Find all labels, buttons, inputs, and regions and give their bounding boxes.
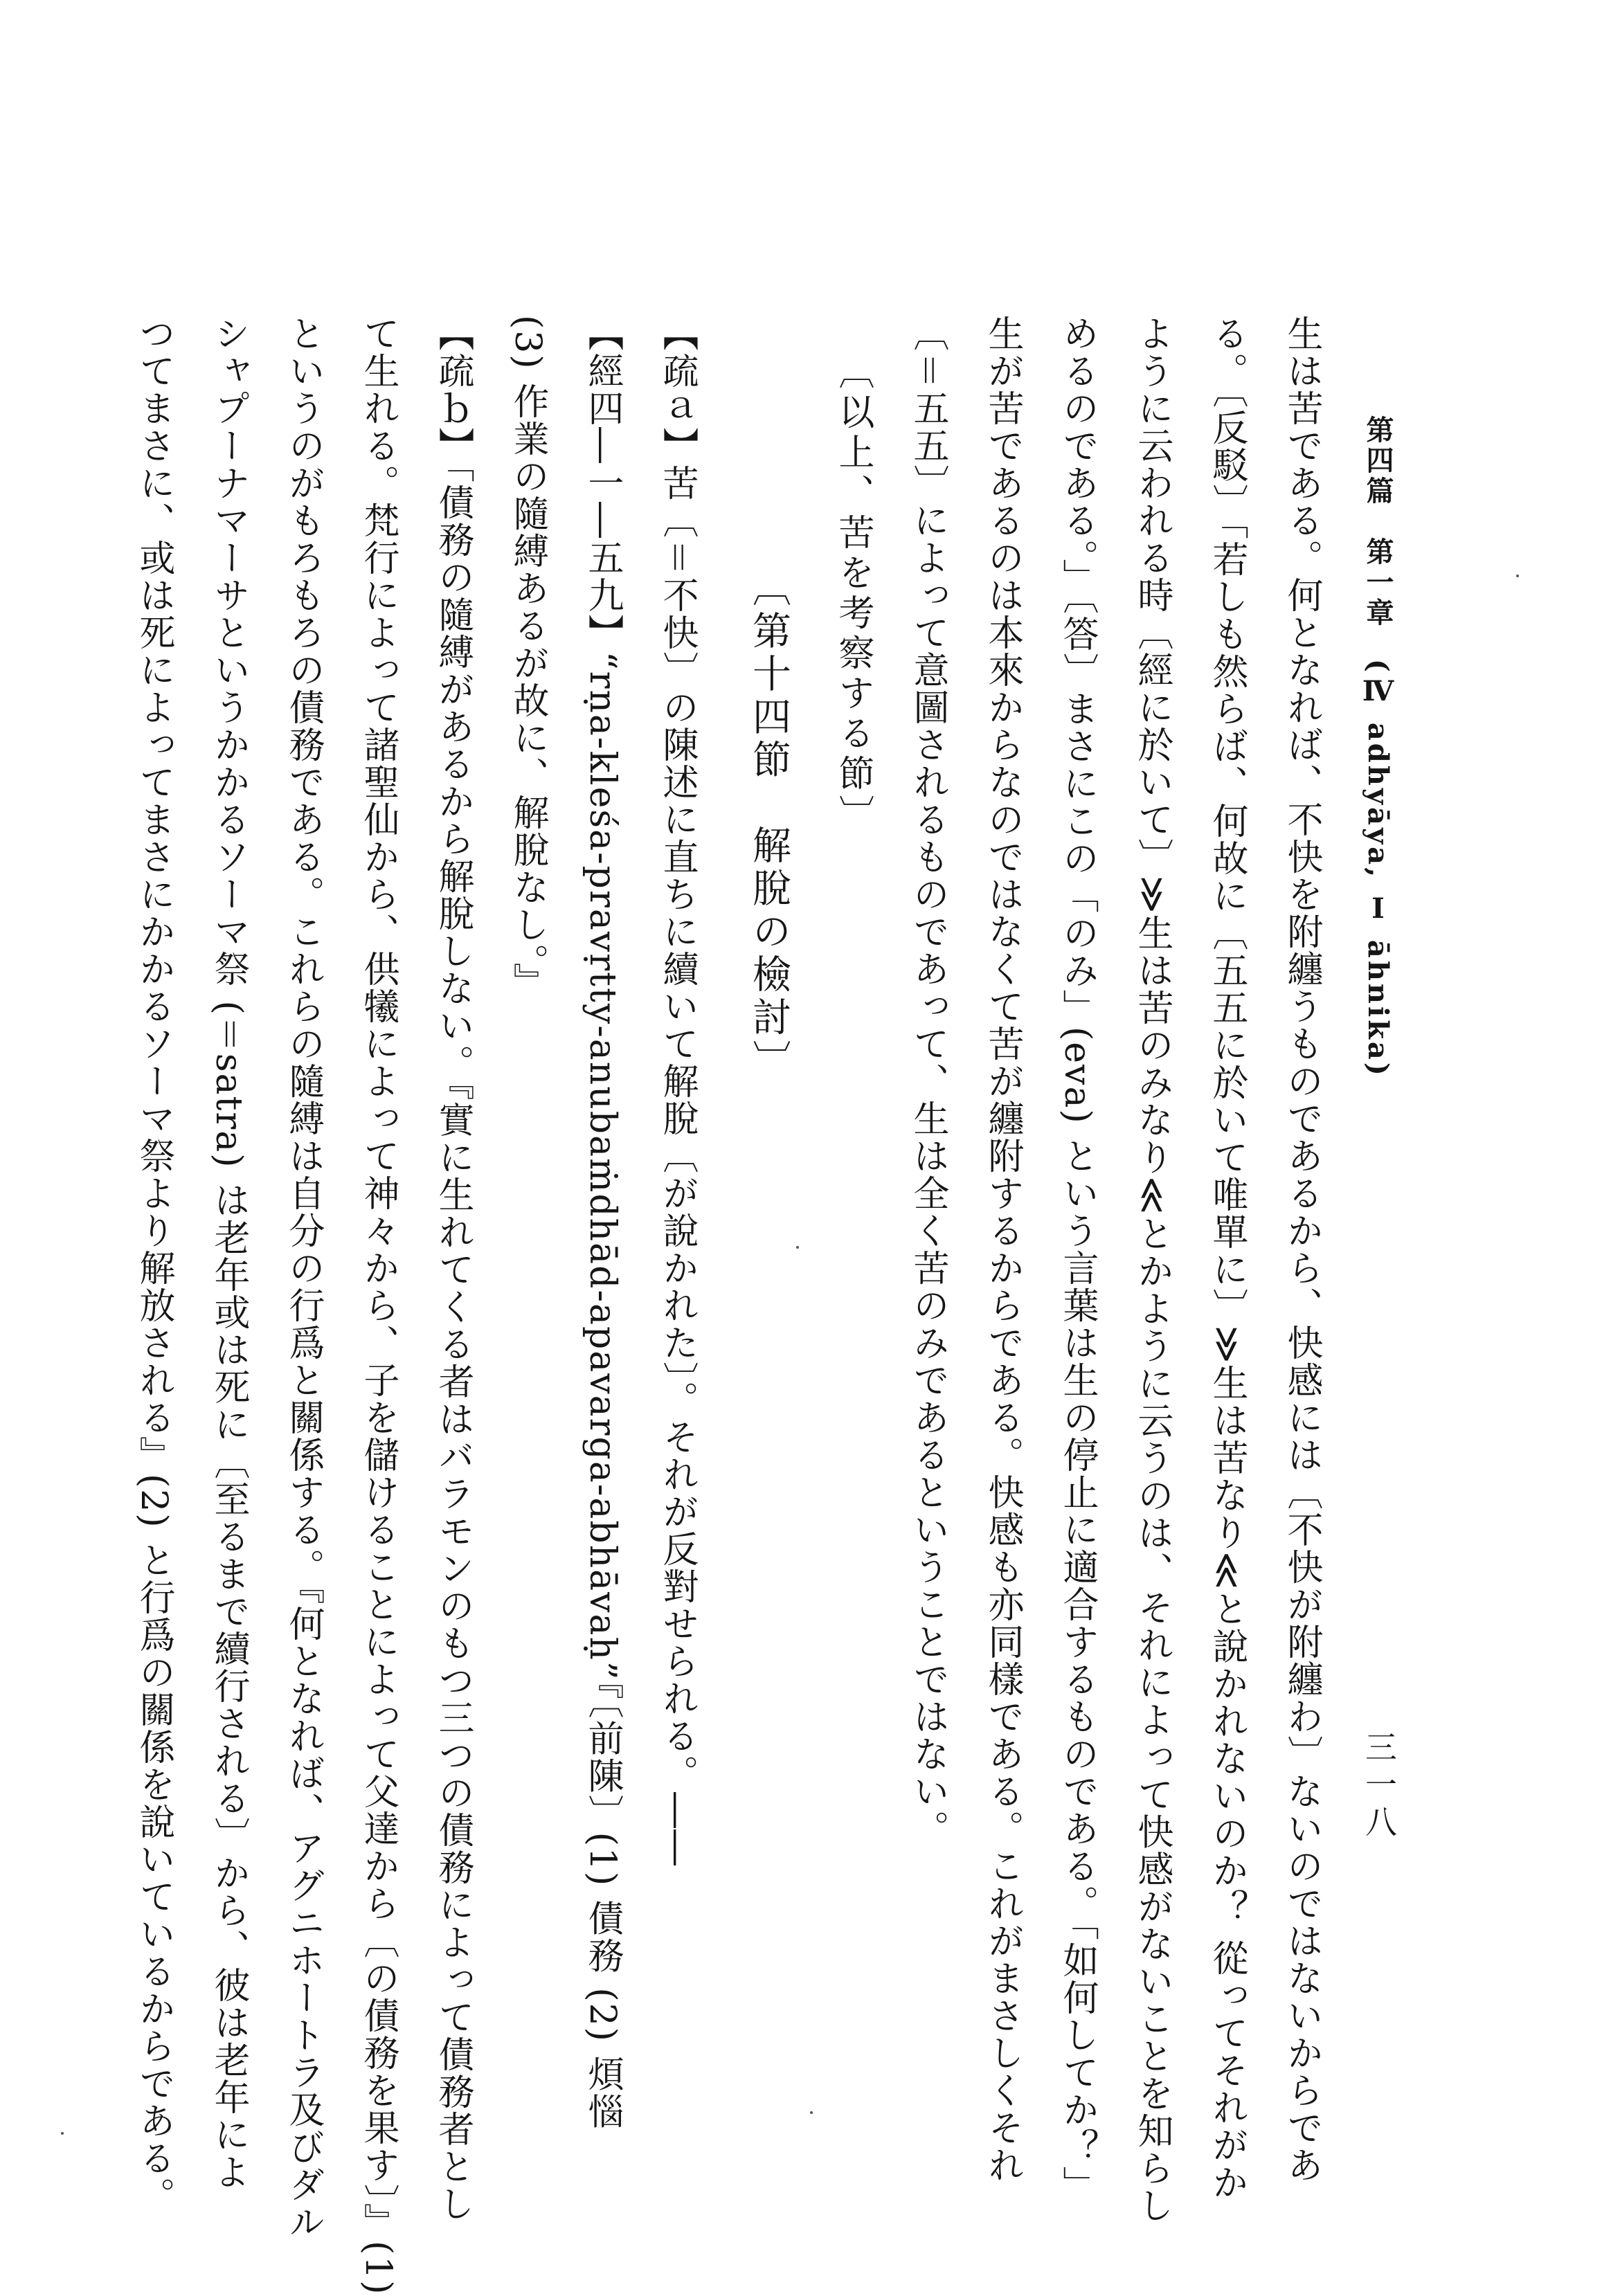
text-line: ように云われる時〔經に於いて〕≫生は苦のみなり≪とかように云うのは、それによって快感がないことを知らし (1131, 315, 1173, 2225)
section-closing-note: 〔以上、苦を考察する節〕 (832, 353, 874, 835)
sutra-continuation: (3) 作業の隨縛あるが故に、解脫なし。』 (507, 315, 548, 1001)
scan-speck (1516, 575, 1519, 577)
commentary-b-line: つてまさに、或は死によってまさにかかるソーマ祭より解放される』(2) と行爲の關係を說いているからである。 (133, 315, 174, 2215)
section-heading: 〔第十四節 解脫の檢討〕 (746, 568, 791, 1083)
commentary-b-line: というのがもろもろの債務である。これらの隨縛は自分の行爲と關係する。『何となれば、アグニホートラ及びダル (282, 315, 324, 2241)
text-line: る。〔反駁〕「若しも然らば、何故に〔五五に於いて唯單に〕≫生は苦なり≪と說かれないのか？ 從ってそれがか (1206, 315, 1248, 2202)
commentary-b-line: 【疏ｂ】「債務の隨縛があるから解脫しない。『實に生れてくる者はバラモンのもつ三つの債務によって債務者とし (432, 315, 474, 2223)
text-line: 生が苦であるのは本來からなのではなくて苦が纏附するからである。快感も亦同樣である。これがまさしくそれ (982, 315, 1023, 2184)
commentary-b-line: て生れる。梵行によって諸聖仙から、供犧によって神々から、子を儲けることによって父達から〔の債務を果す〕』(1) (357, 315, 399, 2296)
scan-speck (796, 1246, 799, 1249)
text-line: めるのである。」〔答〕まさにこの「のみ」(eva) という言葉は生の停止に適合するものである。「如何してか？」 (1056, 315, 1098, 2204)
running-header: 第四篇 第一章 (Ⅳ adhyāya, Ⅰ āhnika) (1362, 415, 1394, 1078)
text-line: 〔＝五五〕によって意圖されるものであって、生は全く苦のみであるということではない。 (907, 315, 948, 1847)
scan-speck (810, 2111, 813, 2114)
sutra-line: 【經四―一―五九】“rṇa-kleśa-pravṛtty-anubaṁdhād-apavarga-abhāvaḥ”『〔前陳〕(1) 債務 (2) 煩惱 (582, 315, 623, 2131)
page-number: 三一八 (1360, 1730, 1398, 1843)
text-line: 生は苦である。何となれば、不快を附纏うものであるから、快感には〔不快が附纏わ〕ないのではないからであ (1281, 315, 1322, 2184)
commentary-a: 【疏ａ】苦〔＝不快〕の陳述に直ちに續いて解脫〔が說かれた〕。それが反對せられる。―― (656, 315, 698, 1867)
commentary-b-line: シャプーナマーサというかかるソーマ祭 (＝satra) は老年或は死に〔至るまで續行される〕から、彼は老年によ (208, 315, 249, 2191)
scan-speck (61, 2132, 64, 2135)
